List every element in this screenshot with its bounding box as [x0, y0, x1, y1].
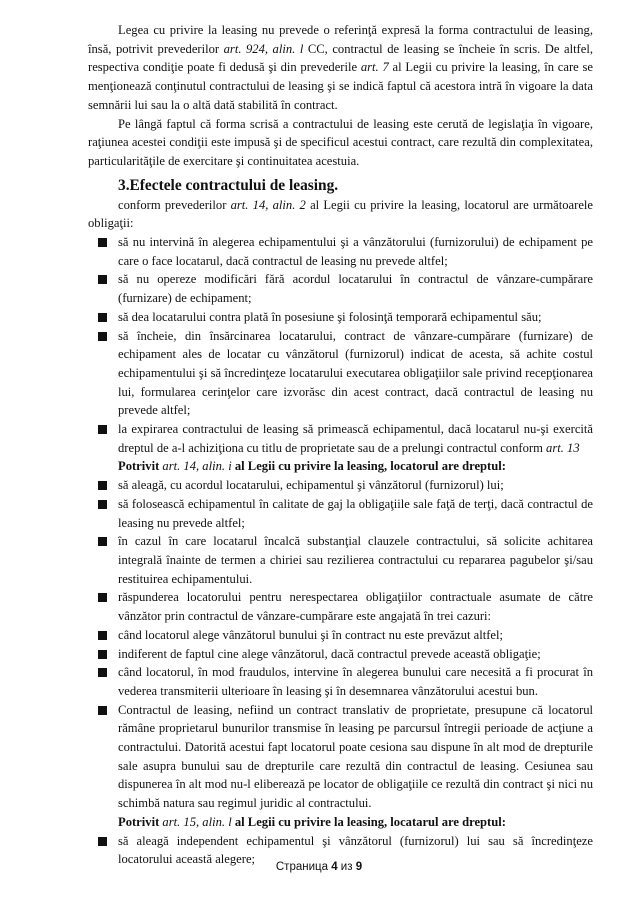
list-item-text: să încheie, din însărcinarea locatarului, contract de vânzare-cumpărare (furnizare) de echipament ales de locatar cu vânzătorul (furnizorul) indicat de acesta, să achite costul echipamentului şi să încredinţeze locatarului executarea obligaţiilor sale privind recepţionarea lui, formularea cerinţelor care izvorăsc din acest contract, dacă contractul de leasing nu prevede altfel;: [118, 328, 593, 418]
section-heading: 3.Efectele contractului de leasing.: [118, 176, 339, 194]
square-bullet-icon: [98, 650, 107, 659]
footer-label: Страница: [275, 861, 332, 873]
list-item-text: să nu opereze modificări fără acordul locatarului în contractul de vânzare-cumpărare (furnizare) de echipament;: [118, 272, 593, 306]
current-page-number: 4: [331, 861, 338, 873]
paragraph-text: al Legii cu privire la leasing, locatorul are următoarele obligaţii:: [88, 197, 593, 231]
square-bullet-icon: [98, 500, 107, 509]
paragraph-written-form: Pe lângă faptul că forma scrisă a contractului de leasing este cerută de legislaţia în vigoare, raţiunea acestei condiţii este impusă şi de specificul acestui contract, care rezultă din complexitatea, particularităţile de exercitare şi continuitatea acestuia.: [88, 116, 593, 168]
legal-reference: art. 14, alin. 2: [230, 197, 306, 212]
square-bullet-icon: [98, 332, 107, 341]
heading-text: Potrivit: [118, 814, 163, 829]
square-bullet-icon: [98, 593, 107, 602]
list-item-text: să folosească echipamentul în calitate de gaj la obligaţiile sale faţă de terţi, dacă contractul de leasing nu prevede altfel;: [118, 496, 593, 530]
lessor-rights-list: [88, 476, 593, 813]
list-item-text: la expirarea contractului de leasing să primească echipamentul, dacă locatarul nu-şi exercită dreptul de a-l achiziţiona cu titlu de proprietate sau de a prelungi contractul conform: [118, 422, 593, 455]
square-bullet-icon: [98, 313, 107, 322]
legal-reference: art. 7: [360, 60, 389, 75]
list-item: [88, 495, 593, 532]
square-bullet-icon: [98, 706, 107, 715]
list-item: [88, 663, 593, 700]
list-item-text: când locatorul alege vânzătorul bunului şi în contract nu este prevăzut altfel;: [118, 627, 504, 642]
list-item-text: când locatorul, în mod fraudulos, intervine în alegerea bunului care necesită a fi procurat în vederea transmiterii ulterioare în leasing şi în desemnarea vânzătorului acestui bun.: [118, 665, 593, 698]
section-intro: [88, 196, 593, 233]
document-body: [88, 21, 593, 869]
square-bullet-icon: [98, 481, 107, 490]
paragraph-text: Legea cu privire la leasing nu prevede o referinţă expresă la forma contractului de leasing, însă, potrivit prevederilor: [88, 23, 593, 56]
list-item: [88, 476, 593, 495]
paragraph-form-of-contract: [88, 21, 593, 115]
square-bullet-icon: [98, 275, 107, 284]
square-bullet-icon: [98, 425, 107, 434]
list-item-text: să aleagă independent echipamentul şi vânzătorul (furnizorul) lui sau să încredinţeze locatorului această alegere;: [118, 833, 593, 867]
list-item: [88, 327, 593, 421]
legal-reference: art. 13: [546, 440, 580, 455]
paragraph-text: conform prevederilor: [118, 197, 231, 212]
total-pages-number: 9: [355, 861, 363, 873]
paragraph-text: CC, contractul de leasing se încheie în scris. De altfel, respectiva condiţie poate fi dedusă şi din prevederile: [88, 41, 593, 75]
list-item: [88, 626, 593, 645]
list-item-text: indiferent de faptul cine alege vânzătorul, dacă contractul prevede această obligaţie;: [118, 646, 541, 661]
list-item-text: Contractul de leasing, nefiind un contract translativ de proprietate, presupune că locatorul rămâne proprietarul bunurilor transmise în leasing pe parcursul întregii perioade de acţiune a contractului. Datorită acestui fapt locatorul poate cesiona sau dispune în alt mod de drepturile sale asupra bunului sau de drepturile care rezultă din contractul de leasing. Cesiunea sau dispunerea în alt mod nu-l eliberează pe locator de obligaţiile ce rezultă din contract şi nici nu schimbă natura sau regimul juridic al contractului.: [118, 702, 593, 811]
list-item: [88, 645, 593, 664]
list-item: [88, 308, 593, 327]
list-item: [88, 420, 593, 457]
lessor-obligations-list: [88, 233, 593, 457]
list-item-text: să aleagă, cu acordul locatarului, echipamentul şi vânzătorul (furnizorul) lui;: [118, 478, 504, 493]
list-item: [88, 588, 593, 625]
list-item-text: în cazul în care locatarul încalcă substanţial clauzele contractului, să solicite achitarea integrală înainte de termen a chiriei sau rezilierea contractului cu repararea pagubelor şi/sau restituirea echipamentului.: [118, 534, 593, 586]
square-bullet-icon: [98, 537, 107, 546]
lessor-rights-heading: [88, 457, 593, 476]
square-bullet-icon: [98, 238, 107, 247]
heading-text: al Legii cu privire la leasing, locatorul are dreptul:: [231, 459, 506, 474]
page-footer: [0, 858, 638, 877]
list-item-text: răspunderea locatorului pentru nerespectarea obligaţiilor contractuale asumate de către vânzător prin contractul de vânzare-cumpărare este angajată în trei cazuri:: [118, 590, 593, 624]
square-bullet-icon: [98, 668, 107, 677]
square-bullet-icon: [98, 837, 107, 846]
legal-reference: art. 924, alin. l: [223, 41, 304, 56]
list-item-text: să nu intervină în alegerea echipamentului şi a vânzătorului (furnizorului) de echipament pe care o face locatarul, dacă contractul de leasing nu prevede altfel;: [118, 235, 593, 268]
legal-reference: art. 14, alin. i: [162, 459, 232, 474]
list-item: [88, 532, 593, 588]
list-item-text: să dea locatarului contra plată în posesiune şi folosinţă temporară echipamentul său;: [118, 309, 542, 324]
lessee-rights-heading: [88, 813, 593, 832]
legal-reference: art. 15, alin. l: [162, 814, 232, 829]
list-item: [88, 270, 593, 307]
list-item: [88, 233, 593, 270]
heading-text: Potrivit: [118, 459, 163, 474]
list-item: [88, 701, 593, 813]
square-bullet-icon: [98, 631, 107, 640]
footer-separator: из: [337, 861, 356, 873]
heading-text: al Legii cu privire la leasing, locatarul are dreptul:: [231, 814, 506, 829]
paragraph-text: al Legii cu privire la leasing, în care se menţionează conţinutul contractului de leasing şi se indică faptul că acestora intră în vigoare la data semnării lui sau la o altă dată stabilită în contract.: [88, 60, 593, 112]
